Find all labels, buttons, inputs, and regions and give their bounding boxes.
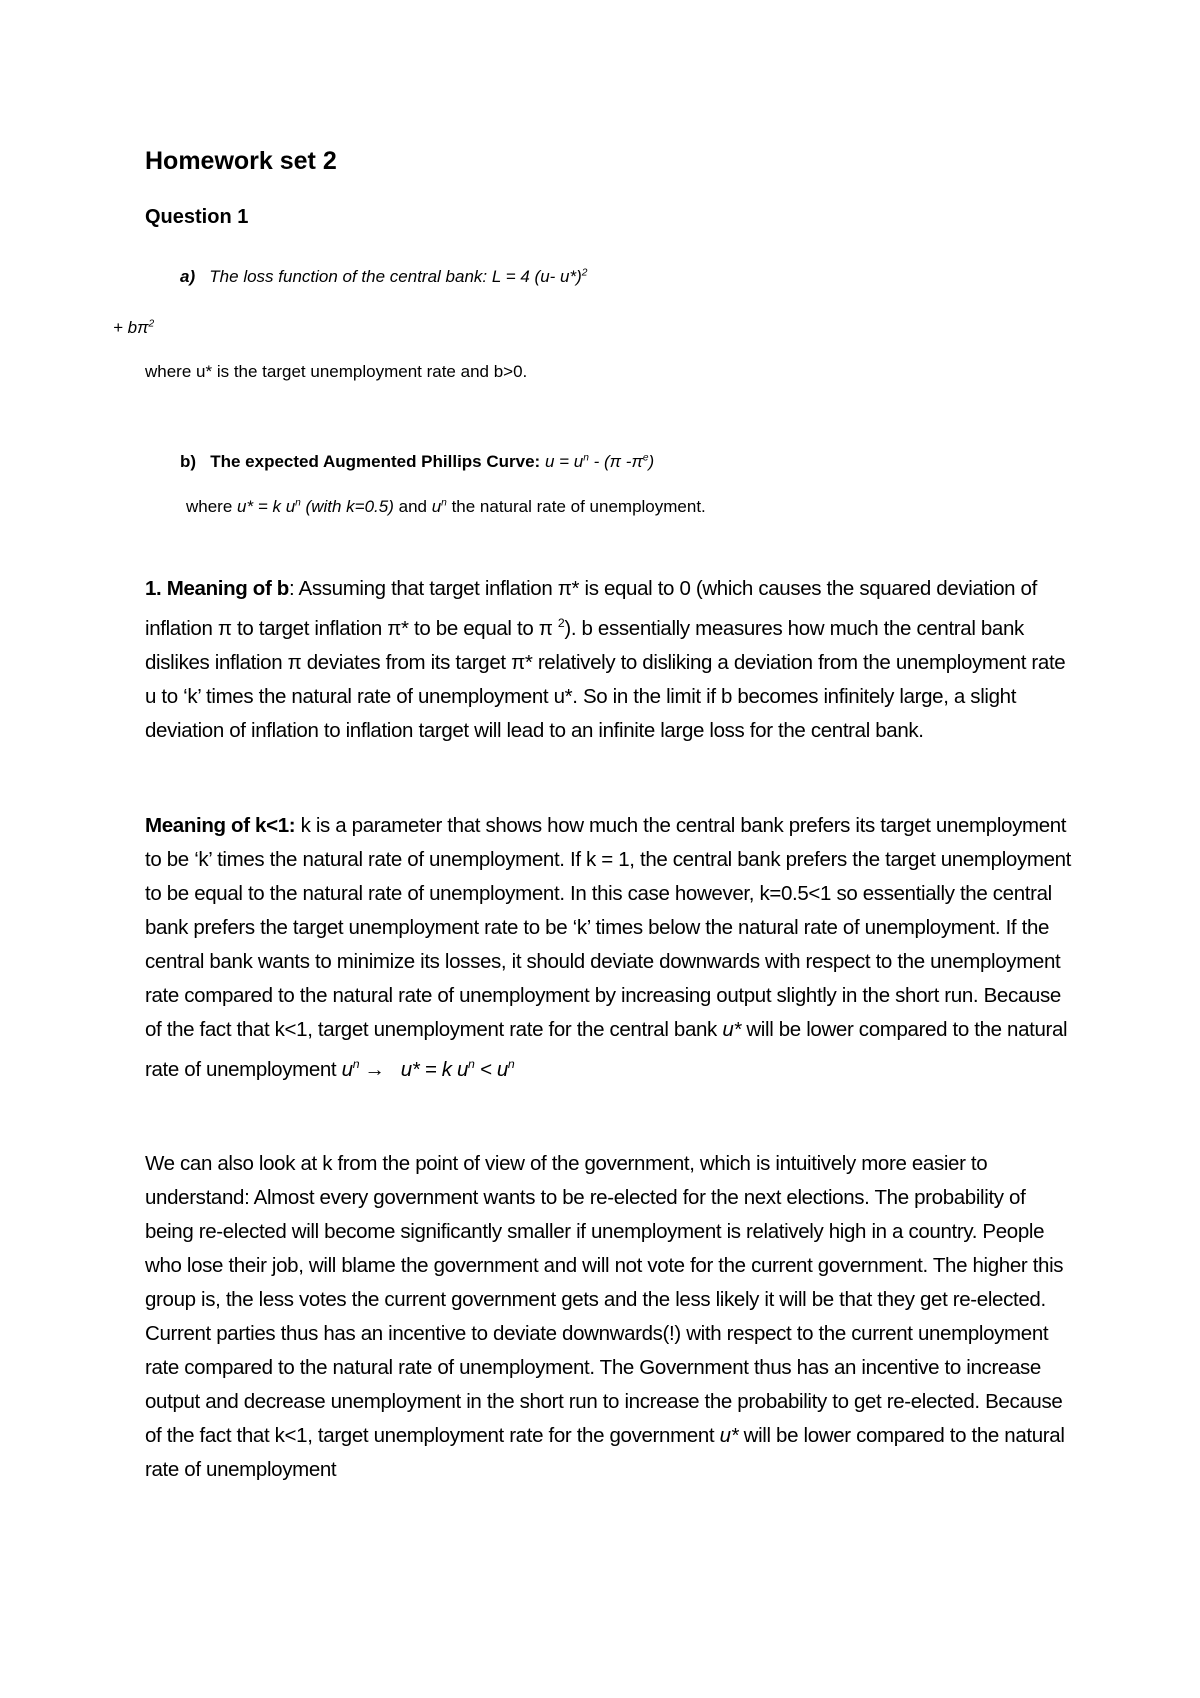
- paragraph-heading-k: Meaning of k<1:: [145, 814, 296, 837]
- item-b-where-post: the natural rate of unemployment.: [446, 497, 706, 516]
- paragraph-k-n2: n: [468, 1057, 475, 1071]
- item-b-where-n: n: [295, 497, 301, 509]
- item-b-where-and: and: [393, 497, 432, 516]
- paragraph-heading-b: 1. Meaning of b: [145, 577, 289, 600]
- paragraph-government: [145, 1147, 1075, 1487]
- item-b-where: [186, 497, 706, 517]
- paragraph-gov-ustar: u*: [719, 1424, 739, 1447]
- item-b-where-pre: where: [186, 497, 238, 516]
- item-b-label: b): [180, 452, 197, 471]
- question-heading: Question 1: [145, 206, 249, 228]
- item-b-formula-end: ): [648, 452, 655, 471]
- paragraph-k-formula: u* = k u: [400, 1057, 469, 1081]
- paragraph-meaning-of-k: [145, 809, 1075, 1087]
- item-b-where-formula: u* = k u: [237, 497, 296, 516]
- item-a-formula: L = 4 (u- u*): [491, 267, 582, 286]
- paragraph-b-exp: 2: [557, 616, 565, 630]
- item-a-cont-exponent: 2: [148, 318, 155, 330]
- item-a-exponent: 2: [581, 267, 588, 279]
- item-b-formula-pre: u = u: [540, 452, 584, 471]
- paragraph-k-lt: < u: [474, 1057, 508, 1081]
- paragraph-gov-text2: will be lower compared to the natural rate of unemployment: [145, 1424, 1065, 1481]
- item-b-text: The expected Augmented Phillips Curve:: [210, 452, 541, 471]
- paragraph-k-text2: will be lower compared to the natural rate of unemployment: [145, 1018, 1068, 1081]
- paragraph-k-ustar: u*: [722, 1018, 741, 1041]
- item-a-where: where u* is the target unemployment rate and b>0.: [145, 362, 528, 381]
- item-a: [180, 267, 587, 287]
- paragraph-k-un: u: [341, 1057, 353, 1081]
- paragraph-gov-text1: We can also look at k from the point of view of the government, which is intuitively more easier to understand: Almost every government wants to be re-elected for the next elections. The probability of being re-elected will become significantly smaller if unemployment is relatively high in a country. People who lose their job, will blame the government and will not vote for the current government. The higher this group is, the less votes the current government gets and the less likely it will be that they get re-elected. Current parties thus has an incentive to deviate downwards(!) with respect to the current unemployment rate compared to the natural rate of unemployment. The Government thus has an incentive to increase output and decrease unemployment in the short run to increase the probability to get re-elected. Because of the fact that k<1, target unemployment rate for the government: [145, 1152, 1064, 1447]
- item-b-formula-n: n: [583, 452, 589, 464]
- item-b-where-n2: n: [441, 497, 447, 509]
- paragraph-b-text2: ). b essentially measures how much the central bank dislikes inflation π deviates from its target π* relatively to disliking a deviation from the unemployment rate u to ‘k’ times the natural rate of unemployment u*. So in the limit if b becomes infinitely large, a slight deviation of inflation to inflation target will lead to an infinite large loss for the central bank.: [145, 616, 1066, 742]
- paragraph-meaning-of-b: [145, 572, 1075, 748]
- item-a-text: The loss function of the central bank:: [209, 267, 492, 286]
- paragraph-k-n3: n: [507, 1057, 515, 1071]
- paragraph-k-text1: k is a parameter that shows how much the central bank prefers its target unemployment to be ‘k’ times the natural rate of unemployment. If k = 1, the central bank prefers the target unemployment to be equal to the natural rate of unemployment. In this case however, k=0.5<1 so essentially the central bank prefers the target unemployment rate to be ‘k’ times below the natural rate of unemployment. If the central bank wants to minimize its losses, it should deviate downwards with respect to the unemployment rate compared to the natural rate of unemployment by increasing output slightly in the short run. Because of the fact that k<1, target unemployment rate for the central bank: [145, 814, 1072, 1041]
- paragraph-b-text1: : Assuming that target inflation π* is equal to 0 (which causes the squared deviation of inflation π to target inflation π* to be equal to π: [145, 577, 1037, 640]
- item-b: [180, 452, 654, 472]
- item-b-where-u: u: [431, 497, 442, 516]
- item-b-formula-e: e: [642, 452, 649, 464]
- item-a-continuation: [113, 318, 154, 338]
- item-b-where-k: (with k=0.5): [300, 497, 394, 516]
- paragraph-k-n: n: [352, 1057, 360, 1071]
- page-title: Homework set 2: [145, 147, 337, 175]
- item-a-label: a): [180, 267, 196, 286]
- arrow-icon: →: [359, 1057, 391, 1081]
- item-b-formula-post: - (π -π: [588, 452, 643, 471]
- item-a-cont-text: + bπ: [113, 318, 149, 337]
